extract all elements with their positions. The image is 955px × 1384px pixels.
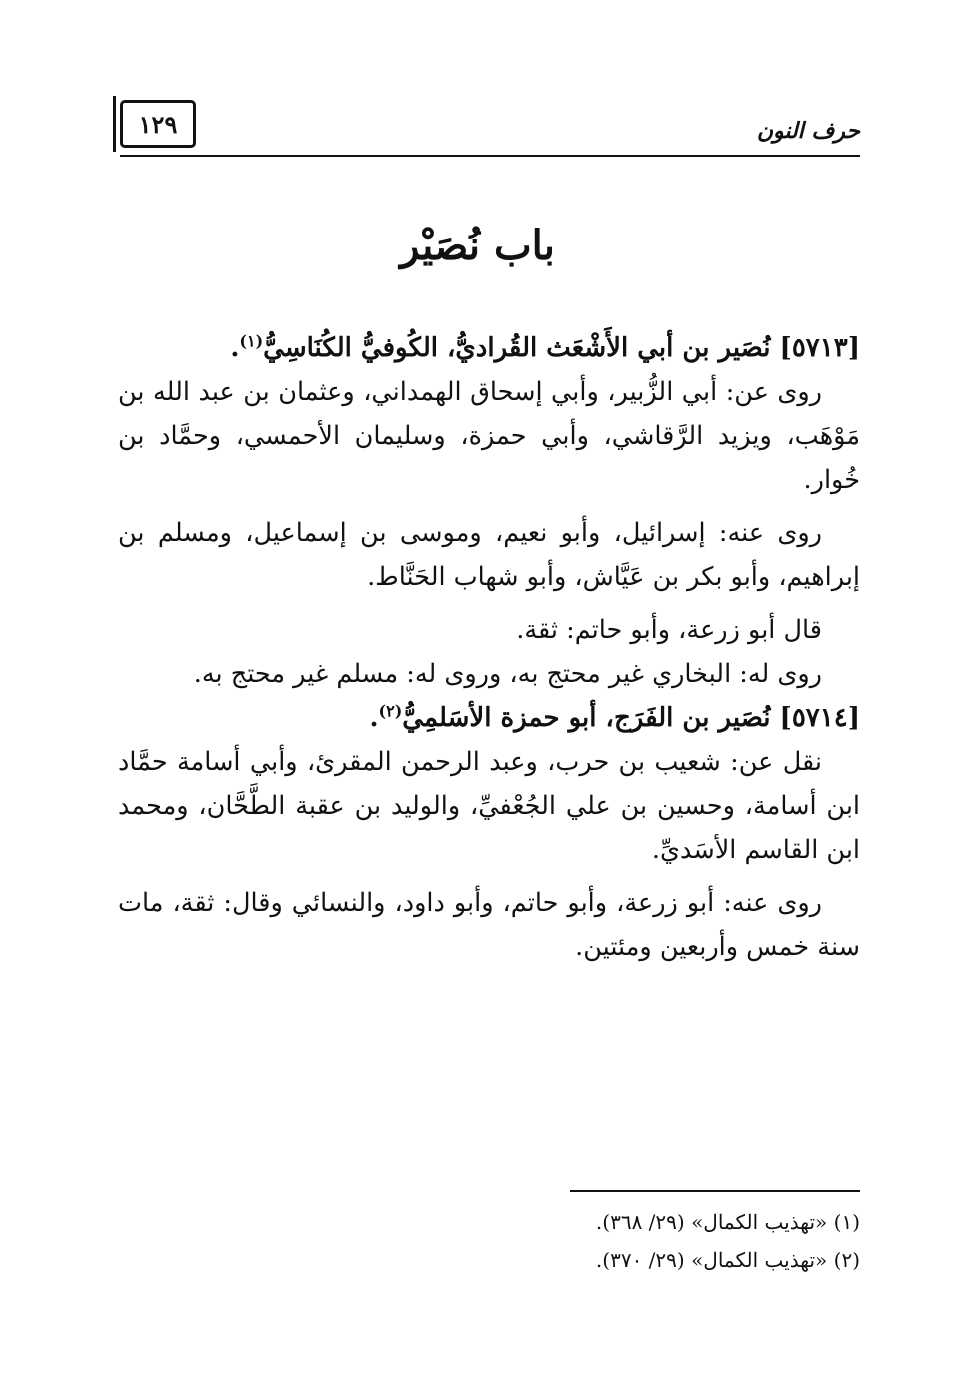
footnote-ref: (٢): [378, 701, 403, 721]
page-number: ١٢٩: [138, 109, 178, 139]
entry-paragraph: قال أبو زرعة، وأبو حاتم: ثقة.: [516, 615, 822, 645]
page-number-box: [120, 100, 196, 148]
entry-heading-5713: [٥٧١٣] نُصَير بن أبي الأَشْعَث القُراديُّ، الكُوفيُّ الكُنَاسِيُّ$^{(١)}$.: [230, 331, 860, 363]
entry-paragraph: روى له: البخاري غير محتج به، وروى له: مسلم غير محتج به.: [193, 659, 822, 689]
footnote-item: (٢) «تهذيب الكمال» (٢٩/ ٣٧٠).: [595, 1248, 860, 1272]
entry-heading-text: [٥٧١٣] نُصَير بن أبي الأَشْعَث القُراديُّ، الكُوفيُّ الكُنَاسِيُّ: [263, 333, 860, 363]
entry-paragraph: روى عنه: أبو زرعة، وأبو حاتم، وأبو داود، والنسائي وقال: ثقة، مات سنة خمس وأربعين ومئتين.: [118, 888, 860, 962]
entry-heading-text: [٥٧١٤] نُصَير بن الفَرَج، أبو حمزة الأسَلمِيُّ: [402, 703, 860, 733]
chapter-title: باب نُصَيْر: [400, 222, 555, 269]
footnote-item: (١) «تهذيب الكمال» (٢٩/ ٣٦٨).: [595, 1210, 860, 1234]
running-title: حرف النون: [756, 118, 860, 144]
entry-paragraph: روى عن: أبي الزُّبير، وأبي إسحاق الهمداني، وعثمان بن عبد الله بن مَوْهَب، ويزيد الرَّقاشي، وأبي حمزة، وسليمان الأحمسي، وحمَّاد بن خُوار.: [118, 377, 860, 495]
entry-heading-5714: [٥٧١٤] نُصَير بن الفَرَج، أبو حمزة الأسَلمِيُّ$^{(٢)}$.: [369, 701, 860, 733]
footnotes: [460, 1203, 860, 1279]
entry-paragraph: نقل عن: شعيب بن حرب، وعبد الرحمن المقرئ، وأبي أسامة حمَّاد ابن أسامة، وحسين بن علي الجُعْفيِّ، والوليد بن عقبة الطَّحَّان، ومحمد ابن القاسم الأسَديِّ.: [118, 747, 860, 865]
header-rule: [120, 155, 860, 157]
footnote-ref: (١): [239, 331, 264, 351]
footnote-rule: [570, 1190, 860, 1192]
entry-paragraph: روى عنه: إسرائيل، وأبو نعيم، وموسى بن إسماعيل، ومسلم بن إبراهيم، وأبو بكر بن عَيَّاش، وأبو شهاب الحَنَّاط.: [118, 518, 860, 592]
main-text: [118, 326, 860, 978]
